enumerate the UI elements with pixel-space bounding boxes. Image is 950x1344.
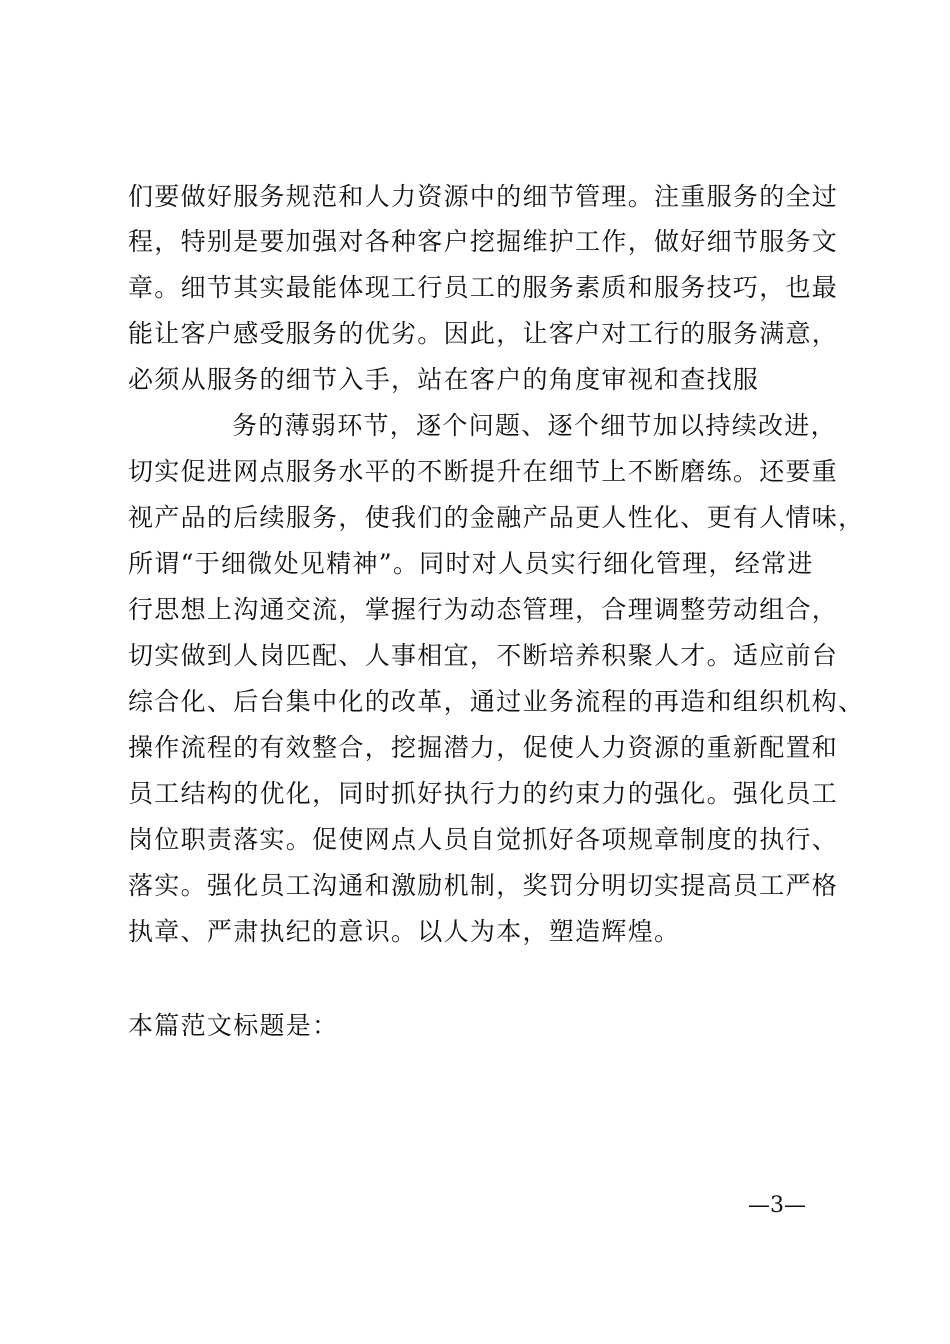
page-number: —3— — [748, 1193, 806, 1218]
paragraph-line: 执章、严肃执纪的意识。以人为本，塑造辉煌。 — [128, 917, 681, 946]
paragraph-line: 操作流程的有效整合，挖掘潜力，促使人力资源的重新配置和 — [128, 733, 839, 762]
paragraph-line: 岗位职责落实。促使网点人员自觉抓好各项规章制度的执行、 — [128, 825, 839, 854]
paragraph-line: 能让客户感受服务的优劣。因此，让客户对工行的服务满意， — [128, 319, 839, 348]
paragraph-line: 切实做到人岗匹配、人事相宜，不断培养积聚人才。适应前台 — [128, 641, 839, 670]
paragraph-line: 所谓“于细微处见精神”。同时对人员实行细化管理，经常进 — [128, 549, 814, 578]
paragraph-line: 必须从服务的细节入手，站在客户的角度审视和查找服 — [128, 365, 760, 394]
paragraph-line: 切实促进网点服务水平的不断提升在细节上不断磨练。还要重 — [128, 457, 839, 486]
paragraph-line: 落实。强化员工沟通和激励机制，奖罚分明切实提高员工严格 — [128, 871, 839, 900]
paragraph-line: 章。细节其实最能体现工行员工的服务素质和服务技巧，也最 — [128, 273, 839, 302]
paragraph-line: 综合化、后台集中化的改革，通过业务流程的再造和组织机构、 — [128, 687, 865, 716]
paragraph-line: 务的薄弱环节，逐个问题、逐个细节加以持续改进， — [232, 411, 837, 440]
paragraph-line: 员工结构的优化，同时抓好执行力的约束力的强化。强化员工 — [128, 779, 839, 808]
paragraph-line: 们要做好服务规范和人力资源中的细节管理。注重服务的全过 — [128, 182, 839, 211]
title-prompt: 本篇范文标题是： — [128, 1011, 339, 1040]
paragraph-line: 视产品的后续服务，使我们的金融产品更人性化、更有人情味， — [128, 503, 865, 532]
paragraph-line: 程，特别是要加强对各种客户挖掘维护工作，做好细节服务文 — [128, 227, 839, 256]
paragraph-line: 行思想上沟通交流，掌握行为动态管理，合理调整劳动组合， — [128, 595, 839, 624]
